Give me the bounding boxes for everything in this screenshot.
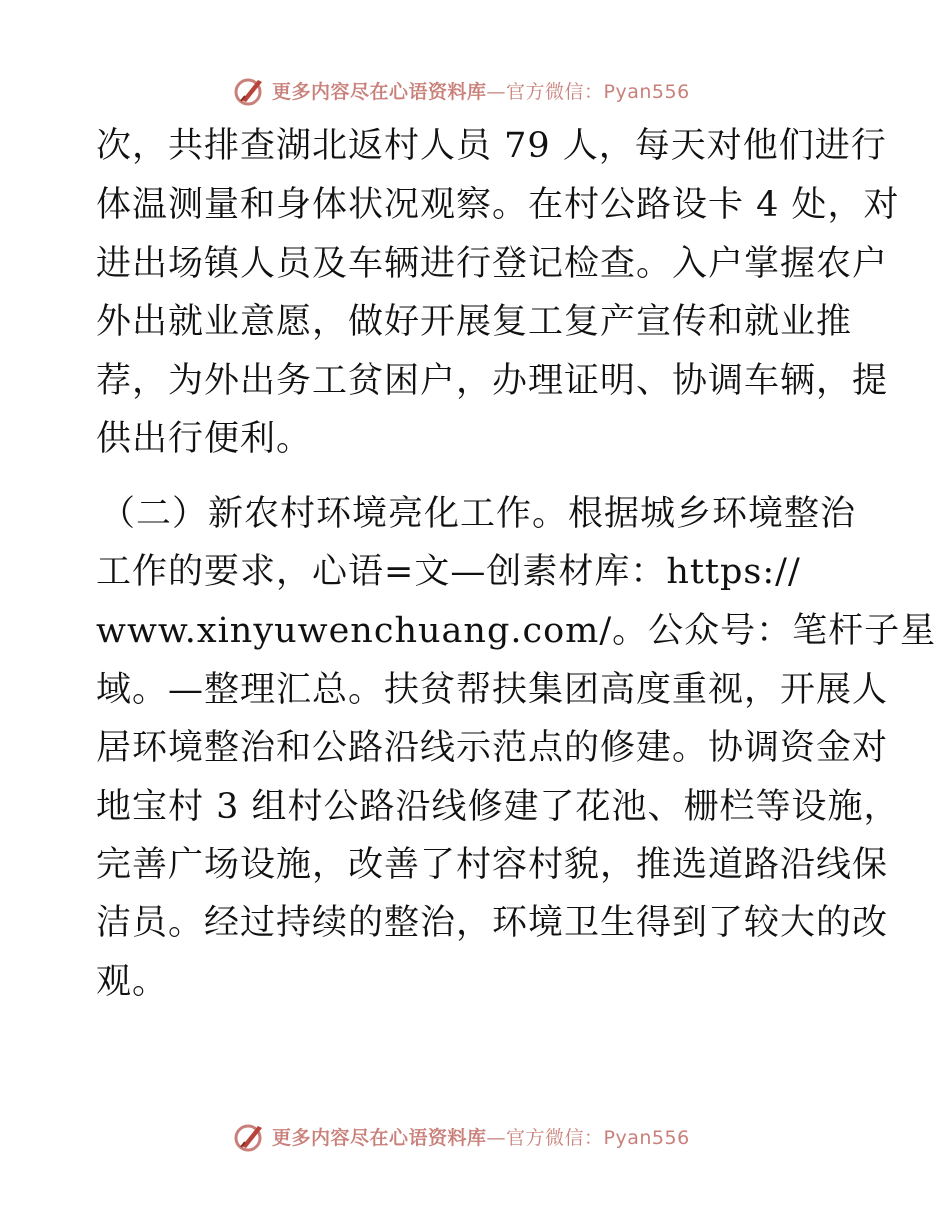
watermark-header xyxy=(0,72,950,112)
quill-logo-icon xyxy=(232,74,266,108)
watermark-text xyxy=(272,1123,690,1150)
section-heading-line: （二）新农村环境亮化工作。根据城乡环境整治 xyxy=(100,494,857,534)
text-line: 观。 xyxy=(96,962,169,1002)
text-line: 荐，为外出务工贫困户，办理证明、协调车辆，提 xyxy=(96,361,889,401)
text-line: 外出就业意愿，做好开展复工复产宣传和就业推 xyxy=(96,302,853,342)
watermark-wechat: 官方微信：Pyan556 xyxy=(506,1127,690,1149)
watermark-dash: — xyxy=(486,81,507,103)
text-line: 工作的要求，心语=文—创素材库：https:// xyxy=(96,552,801,592)
text-line: 地宝村 3 组村公路沿线修建了花池、栅栏等设施， xyxy=(96,787,900,827)
watermark-text xyxy=(272,77,690,104)
watermark-brand: 更多内容尽在心语资料库 xyxy=(272,81,487,103)
text-line: 域。—整理汇总。扶贫帮扶集团高度重视，开展人 xyxy=(96,670,889,710)
text-line: 供出行便利。 xyxy=(96,419,313,459)
text-line: 洁员。经过持续的整治，环境卫生得到了较大的改 xyxy=(96,903,889,943)
text-line: 进出场镇人员及车辆进行登记检查。入户掌握农户 xyxy=(96,244,889,284)
text-line: www.xinyuwenchuang.com/。公众号：笔杆子星 xyxy=(96,611,937,651)
text-line: 完善广场设施，改善了村容村貌，推选道路沿线保 xyxy=(96,845,889,885)
watermark-dash: — xyxy=(486,1127,507,1149)
text-line: 居环境整治和公路沿线示范点的修建。协调资金对 xyxy=(96,728,889,768)
quill-logo-icon xyxy=(232,1120,266,1154)
watermark-footer xyxy=(0,1118,950,1158)
watermark-wechat: 官方微信：Pyan556 xyxy=(506,81,690,103)
text-line: 次，共排查湖北返村人员 79 人，每天对他们进行 xyxy=(96,126,887,166)
text-line: 体温测量和身体状况观察。在村公路设卡 4 处，对 xyxy=(96,185,900,225)
watermark-brand: 更多内容尽在心语资料库 xyxy=(272,1127,487,1149)
